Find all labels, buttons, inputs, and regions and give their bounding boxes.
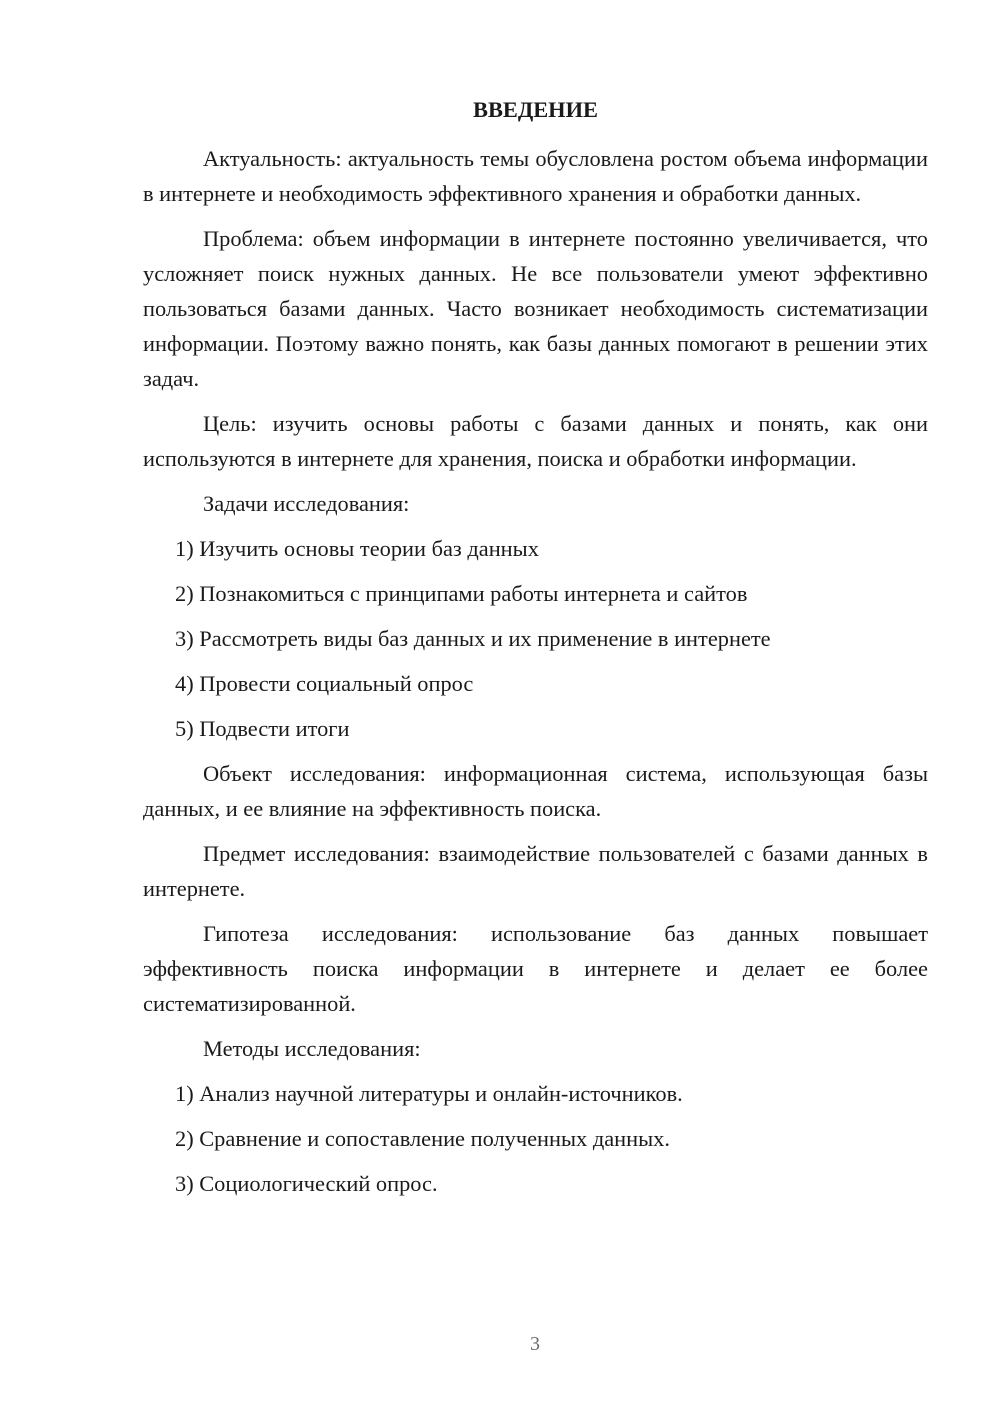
task-item: 2) Познакомиться с принципами работы интернета и сайтов [175,581,748,606]
method-item: 3) Социологический опрос. [175,1171,438,1196]
section-title: ВВЕДЕНИЕ [473,97,598,122]
page-number: 3 [530,1333,540,1355]
hypothesis-paragraph: Гипотеза исследования: использование баз данных повышает эффективность поиска информации в интернете и делает ее более систематизированной. [143,921,928,1016]
tasks-heading: Задачи исследования: [203,491,410,516]
method-item: 1) Анализ научной литературы и онлайн-источников. [175,1081,683,1106]
subject-paragraph: Предмет исследования: взаимодействие пользователей с базами данных в интернете. [143,841,928,901]
task-item: 5) Подвести итоги [175,716,350,741]
task-item: 4) Провести социальный опрос [175,671,474,696]
problem-paragraph: Проблема: объем информации в интернете постоянно увеличивается, что усложняет поиск нужных данных. Не все пользователи умеют эффективно пользоваться базами данных. Часто возникает необходимость систематизации информации. Поэтому важно понять, как базы данных помогают в решении этих задач. [143,226,928,391]
methods-list [143,1076,928,1201]
method-item: 2) Сравнение и сопоставление полученных данных. [175,1126,670,1151]
goal-paragraph: Цель: изучить основы работы с базами данных и понять, как они используются в интернете для хранения, поиска и обработки информации. [143,411,928,471]
task-item: 3) Рассмотреть виды баз данных и их применение в интернете [175,626,771,651]
relevance-paragraph: Актуальность: актуальность темы обусловлена ростом объема информации в интернете и необходимость эффективного хранения и обработки данных. [143,146,928,206]
task-item: 1) Изучить основы теории баз данных [175,536,539,561]
object-paragraph: Объект исследования: информационная система, использующая базы данных, и ее влияние на эффективность поиска. [143,761,928,821]
tasks-list [143,531,928,746]
page-content [143,92,928,1201]
methods-heading: Методы исследования: [203,1036,421,1061]
